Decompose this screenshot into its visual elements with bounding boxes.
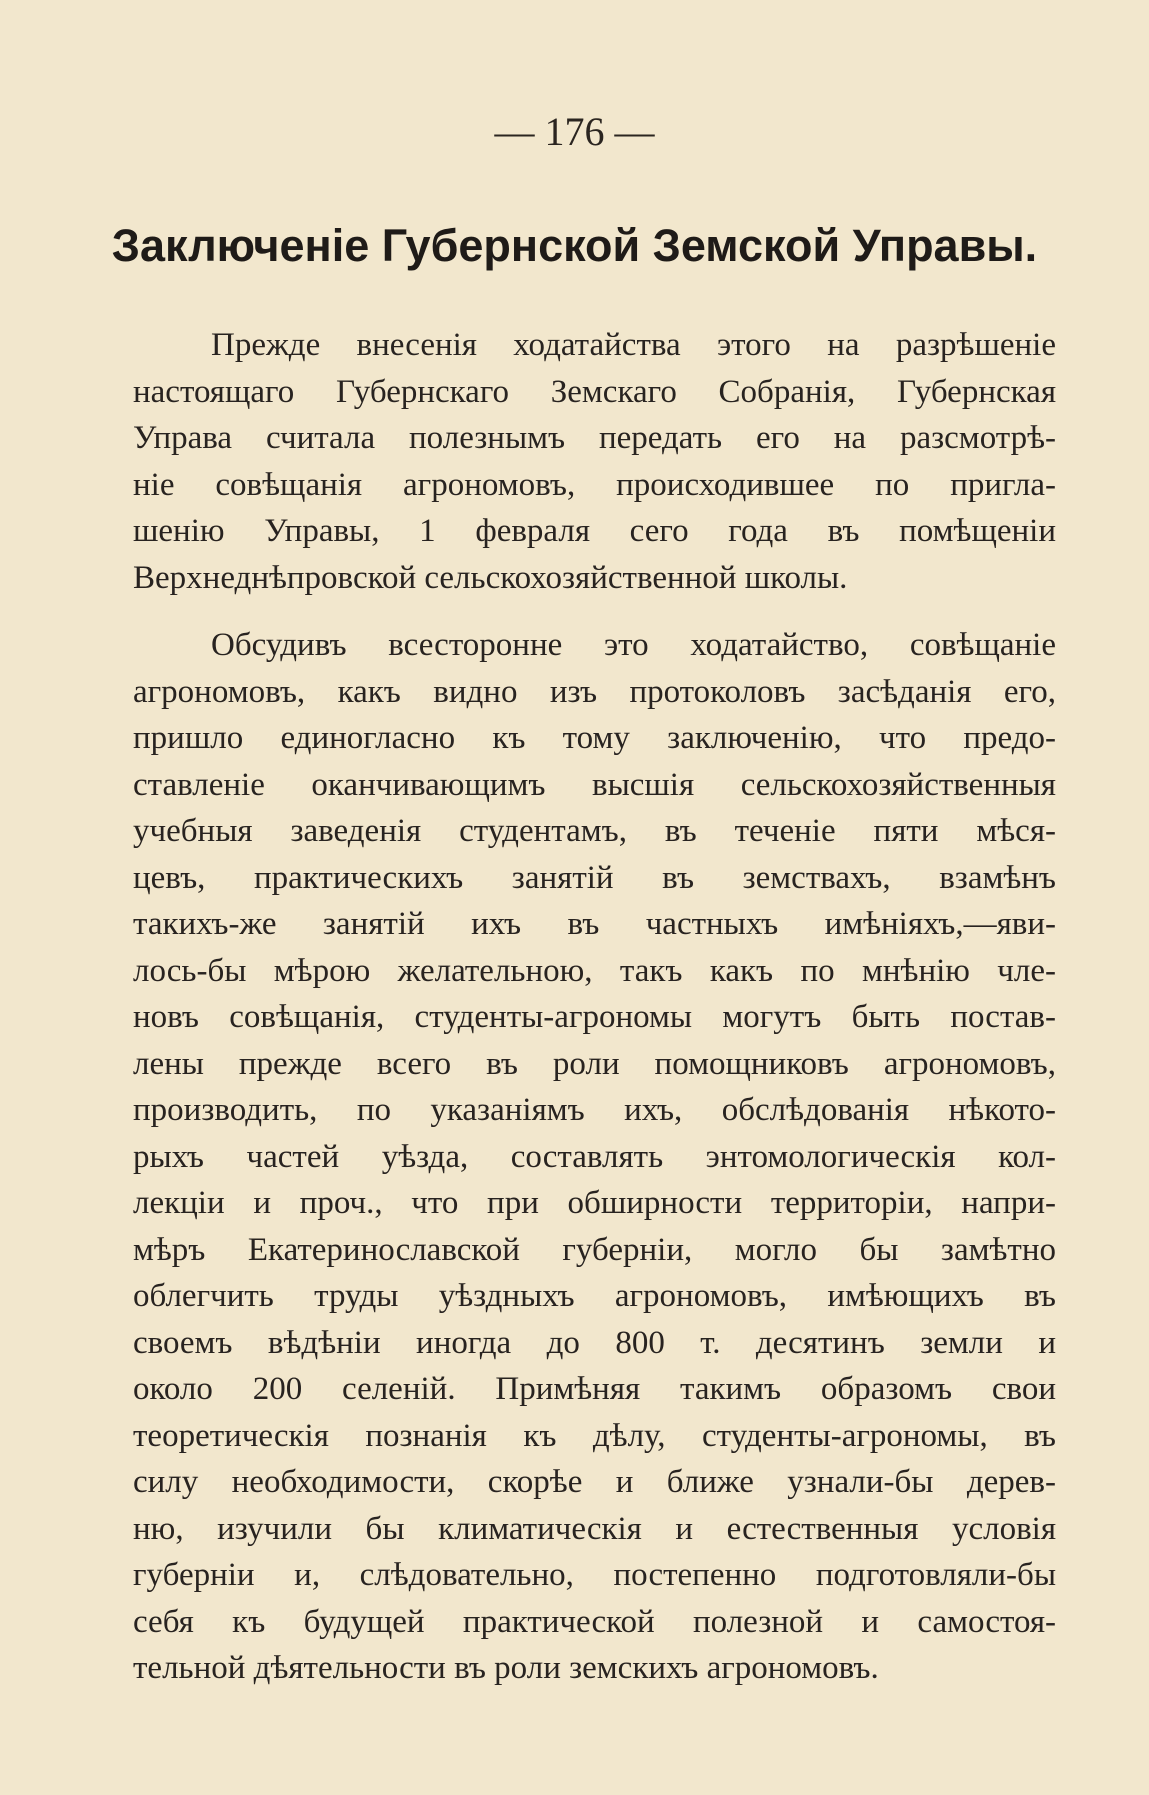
text-line: Обсудивъ всесторонне это ходатайство, совѣщанiе (211, 627, 1056, 663)
text-line: мѣръ Екатеринославской губернiи, могло бы замѣтно (133, 1231, 1056, 1268)
paragraph-gap (133, 601, 1056, 622)
text-line: ню, изучили бы климатическiя и естественныя условiя (133, 1510, 1056, 1547)
text-line: пришло единогласно къ тому заключенiю, что предо- (133, 720, 1056, 756)
text-line: около 200 селенiй. Примѣняя такимъ образомъ свои (133, 1371, 1056, 1407)
text-line: лены прежде всего въ роли помощниковъ агрономовъ, (133, 1045, 1056, 1082)
text-line: настоящаго Губернскаго Земскаго Собранiя, Губернская (133, 373, 1056, 410)
text-line: производить, по указанiямъ ихъ, обслѣдованiя нѣкото- (133, 1092, 1056, 1128)
text-line: учебныя заведенiя студентамъ, въ теченiе пяти мѣся- (133, 813, 1056, 849)
text-line: своемъ вѣдѣнiи иногда до 800 т. десятинъ земли и (133, 1324, 1056, 1361)
paragraph-2 (133, 622, 1056, 1692)
text-line: теоретическiя познанiя къ дѣлу, студенты-агрономы, въ (133, 1417, 1056, 1454)
text-line: себя къ будущей практической полезной и самостоя- (133, 1603, 1056, 1640)
paragraph-1 (133, 322, 1056, 601)
text-line: тельной дѣятельности въ роли земскихъ агрономовъ. (133, 1650, 879, 1686)
text-line: Прежде внесенiя ходатайства этого на разрѣшенiе (211, 327, 1056, 363)
page-number: — 176 — (494, 109, 655, 154)
text-line: облегчить труды уѣздныхъ агрономовъ, имѣющихъ въ (133, 1278, 1056, 1314)
text-line: Верхнеднѣпровской сельскохозяйственной школы. (133, 559, 848, 596)
text-line: шенiю Управы, 1 февраля сего года въ помѣщенiи (133, 513, 1056, 549)
body-text (133, 322, 1056, 1692)
section-title: Заключенie Губернской Земской Управы. (111, 220, 1038, 271)
text-line: силу необходимости, скорѣе и ближе узнали-бы дерев- (133, 1464, 1056, 1500)
text-line: рыхъ частей уѣзда, составлять энтомологическiя кол- (133, 1138, 1056, 1175)
text-line: новъ совѣщанiя, студенты-агрономы могутъ быть постав- (133, 999, 1056, 1035)
text-line: такихъ-же занятiй ихъ въ частныхъ имѣнiяхъ,—яви- (133, 906, 1056, 942)
text-line: ставленiе оканчивающимъ высшiя сельскохозяйственныя (133, 766, 1056, 803)
text-line: нiе совѣщанiя агрономовъ, происходившее по пригла- (133, 466, 1056, 503)
text-line: губернiи и, слѣдовательно, постепенно подготовляли-бы (133, 1557, 1056, 1593)
text-line: агрономовъ, какъ видно изъ протоколовъ засѣданiя его, (133, 673, 1056, 710)
text-line: лекцiи и проч., что при обширности территорiи, напри- (133, 1185, 1056, 1221)
text-line: цевъ, практическихъ занятiй въ земствахъ, взамѣнъ (133, 859, 1056, 896)
text-line: Управа считала полезнымъ передать его на разсмотрѣ- (133, 420, 1056, 456)
text-line: лось-бы мѣрою желательною, такъ какъ по мнѣнiю чле- (133, 952, 1056, 989)
